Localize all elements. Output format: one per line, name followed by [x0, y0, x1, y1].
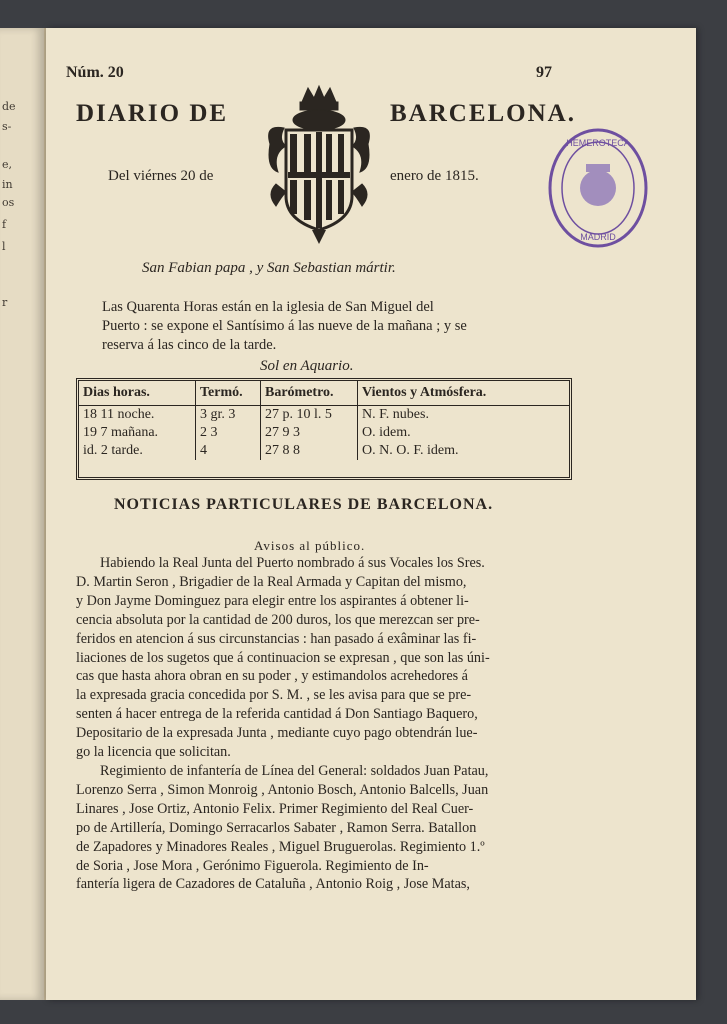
- article-line: po de Artillería, Domingo Serracarlos Sabater , Ramon Serra. Batallon: [76, 819, 477, 836]
- section-title: NOTICIAS PARTICULARES DE BARCELONA.: [114, 496, 494, 513]
- cell-temperature: 2 3: [196, 424, 261, 442]
- table-row: [79, 424, 569, 442]
- cell-winds: N. F. nubes.: [362, 407, 429, 422]
- subsection-title: Avisos al público.: [254, 538, 366, 553]
- masthead-left: DIARIO DE: [76, 100, 229, 127]
- announcement-line: reserva á las cinco de la tarde.: [102, 336, 277, 353]
- masthead-right: BARCELONA.: [390, 100, 576, 127]
- date-right: enero de 1815.: [390, 168, 479, 184]
- left-page-fragment: os: [2, 196, 15, 209]
- newspaper-page: [46, 28, 696, 1000]
- article-line: de Zapadores y Minadores Reales , Miguel Bruguerolas. Regimiento 1.º: [76, 838, 485, 855]
- cell-day-hour: id. 2 tarde.: [79, 442, 196, 460]
- weather-table-header-row: [79, 381, 569, 406]
- cell-day-hour: 18 11 noche.: [79, 406, 196, 425]
- cell-day-hour: 19 7 mañana.: [79, 424, 196, 442]
- article-line: Habiendo la Real Junta del Puerto nombrado á sus Vocales los Sres.: [100, 555, 485, 571]
- left-page-fragment: in: [2, 178, 13, 191]
- article-line: fantería ligera de Cazadores de Cataluña , Antonio Roig , Jose Matas,: [76, 876, 470, 893]
- issue-number: Núm. 20: [66, 64, 124, 81]
- left-facing-page: [0, 28, 46, 1000]
- article-line: cencia absoluta por la cantidad de 200 duros, los que merezcan ser pre-: [76, 611, 480, 628]
- cell-temperature: 3 gr. 3: [196, 406, 261, 425]
- article-line: la expresada gracia concedida por S. M. , se les avisa para que se pre-: [76, 687, 472, 704]
- article-line: liaciones de los sugetos que á continuacion se expresan , que son las úni-: [76, 649, 490, 666]
- svg-text:HEMEROTECA: HEMEROTECA: [566, 138, 630, 148]
- svg-text:MADRID: MADRID: [580, 232, 616, 242]
- sun-sign: Sol en Aquario.: [260, 358, 354, 374]
- announcement-line: Las Quarenta Horas están en la iglesia de San Miguel del: [102, 299, 434, 315]
- left-page-fragment: e,: [2, 158, 13, 171]
- cell-barometer: 27 9 3: [261, 424, 358, 442]
- header-winds: Vientos y Atmósfera.: [358, 381, 570, 406]
- left-page-fragment: l: [2, 240, 6, 253]
- date-left: Del viérnes 20 de: [108, 168, 214, 184]
- article-line: Lorenzo Serra , Simon Monroig , Antonio Bosch, Antonio Balcells, Juan: [76, 781, 489, 798]
- article-line: Linares , Jose Ortiz, Antonio Felix. Primer Regimiento del Real Cuer-: [76, 800, 474, 817]
- table-row: [79, 442, 569, 460]
- article-line: feridos en atencion á sus circunstancias : han pasado á exâminar las fi-: [76, 630, 477, 647]
- article-line: go la licencia que solicitan.: [76, 744, 231, 761]
- announcement-line: Puerto : se expone el Santísimo á las nueve de la mañana ; y se: [102, 317, 467, 334]
- saints-of-the-day: San Fabian papa , y San Sebastian mártir.: [142, 260, 396, 276]
- header-days-hours: Dias horas.: [79, 381, 196, 406]
- left-page-fragment: s-: [2, 120, 12, 133]
- left-page-fragment: de: [2, 100, 16, 113]
- cell-barometer: 27 p. 10 l. 5: [261, 406, 358, 425]
- page-number: 97: [536, 64, 552, 81]
- library-stamp-icon: [546, 124, 650, 252]
- article-line: senten á hacer entrega de la referida cantidad á Don Santiago Baquero,: [76, 706, 478, 723]
- table-row: [79, 406, 569, 425]
- cell-winds: O. idem.: [362, 425, 411, 440]
- forty-hours-announcement: [102, 298, 572, 355]
- article-line: D. Martin Seron , Brigadier de la Real Armada y Capitan del mismo,: [76, 573, 467, 590]
- left-page-fragment: f: [2, 218, 7, 231]
- article-body: [76, 554, 572, 894]
- article-line: Regimiento de infantería de Línea del General: soldados Juan Patau,: [100, 762, 489, 779]
- weather-table: [76, 378, 572, 480]
- left-page-fragment: r: [2, 296, 8, 309]
- header-barometer: Barómetro.: [261, 381, 358, 406]
- article-line: cas que hasta ahora obran en su poder , y estimandolos acrehedores á: [76, 668, 468, 685]
- header-thermometer: Termó.: [196, 381, 261, 406]
- cell-temperature: 4: [196, 442, 261, 460]
- cell-barometer: 27 8 8: [261, 442, 358, 460]
- article-line: Depositario de la expresada Junta , mediante cuyo pago obtendrán lue-: [76, 725, 478, 742]
- article-line: y Don Jayme Dominguez para elegir entre los aspirantes á obtener li-: [76, 592, 469, 609]
- article-line: de Soria , Jose Mora , Gerónimo Figuerola. Regimiento de In-: [76, 857, 429, 874]
- coat-of-arms-icon: [264, 84, 374, 246]
- cell-winds: O. N. O. F. idem.: [362, 443, 459, 458]
